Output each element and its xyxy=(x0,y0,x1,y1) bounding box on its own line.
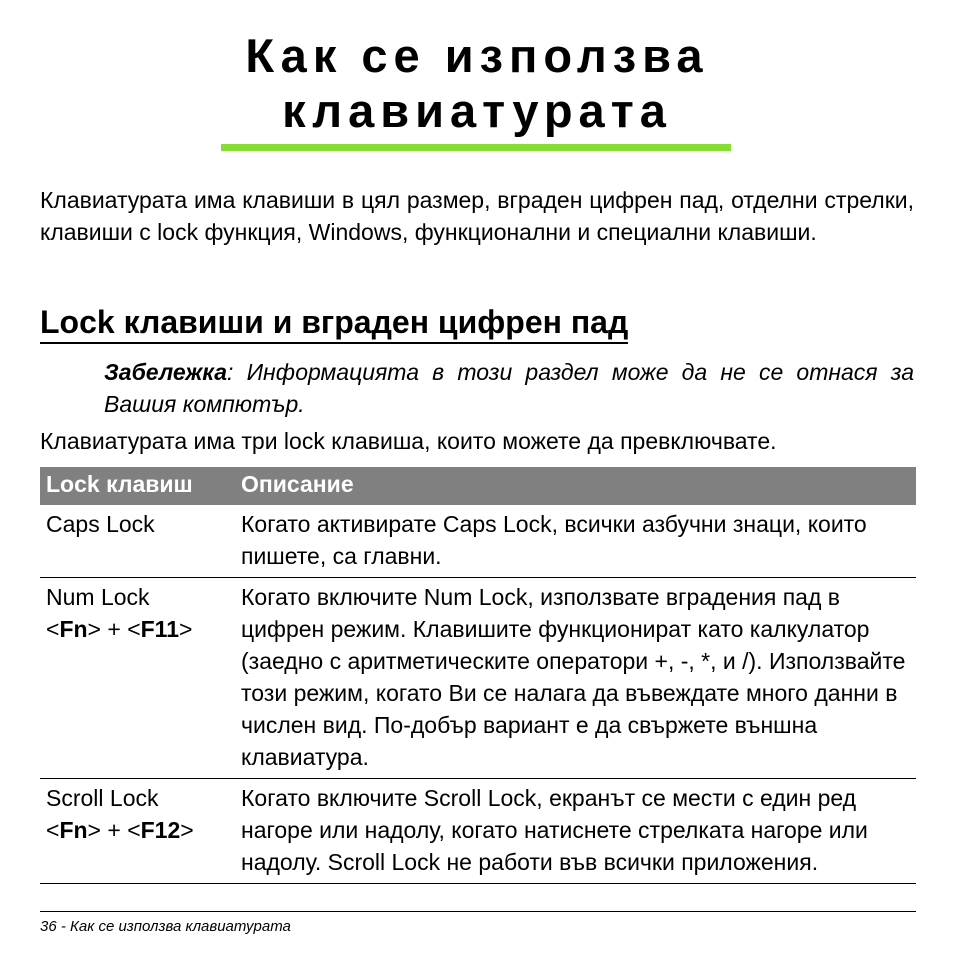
combo-bracket: > xyxy=(180,817,194,843)
title-underline-bar xyxy=(221,144,731,151)
key-combo xyxy=(46,814,229,846)
key-cell xyxy=(40,578,235,779)
lead-paragraph: Клавиатурата има три lock клавиша, които можете да превключвате. xyxy=(40,428,777,454)
table-row xyxy=(40,505,916,578)
page-footer: 36 - Как се използва клавиатурата xyxy=(40,918,291,935)
page-title-line-1: Как се използва xyxy=(245,29,709,82)
combo-fkey: F11 xyxy=(140,616,179,642)
lock-keys-table xyxy=(40,467,916,884)
combo-fn: Fn xyxy=(59,817,88,843)
key-name: Scroll Lock xyxy=(46,785,159,811)
key-cell xyxy=(40,505,235,578)
key-cell xyxy=(40,779,235,884)
table-header-row xyxy=(40,467,916,505)
combo-bracket: > xyxy=(179,616,193,642)
key-name: Num Lock xyxy=(46,584,150,610)
section-heading: Lock клавиши и вграден цифрен пад xyxy=(40,302,628,344)
description-cell: Когато включите Scroll Lock, екранът се мести с един ред нагоре или надолу, когато натиснете стрелката нагоре или надолу. Scroll Lock не работи във всички приложения. xyxy=(235,779,916,884)
combo-plus: > + < xyxy=(87,616,141,642)
page-title xyxy=(0,28,954,138)
key-name: Caps Lock xyxy=(46,511,155,537)
column-header-description: Описание xyxy=(235,467,916,505)
note xyxy=(104,356,914,420)
description-cell: Когато активирате Caps Lock, всички азбучни знаци, които пишете, са главни. xyxy=(235,505,916,578)
combo-fn: Fn xyxy=(59,616,88,642)
key-combo xyxy=(46,613,229,645)
combo-bracket: < xyxy=(46,616,60,642)
note-label: Забележка xyxy=(104,359,228,385)
footer-divider xyxy=(40,911,916,912)
combo-plus: > + < xyxy=(87,817,141,843)
page-title-line-2: клавиатурата xyxy=(282,84,672,137)
note-text: : Информацията в този раздел може да не се отнася за Вашия компютър. xyxy=(104,359,914,417)
column-header-key: Lock клавиш xyxy=(40,467,235,505)
description-cell: Когато включите Num Lock, използвате вградения пад в цифрен режим. Клавишите функционират като калкулатор (заедно с аритметическите оператори +, -, *, и /). Използвайте този режим, когато Ви се налага да въвеждате много данни в числен вид. По-добър вариант е да свържете външна клавиатура. xyxy=(235,578,916,779)
table-row xyxy=(40,779,916,884)
combo-bracket: < xyxy=(46,817,60,843)
combo-fkey: F12 xyxy=(140,817,181,843)
intro-paragraph: Клавиатурата има клавиши в цял размер, вграден цифрен пад, отделни стрелки, клавиши с lock функция, Windows, функционални и специални клавиши. xyxy=(40,187,914,245)
table-row xyxy=(40,578,916,779)
